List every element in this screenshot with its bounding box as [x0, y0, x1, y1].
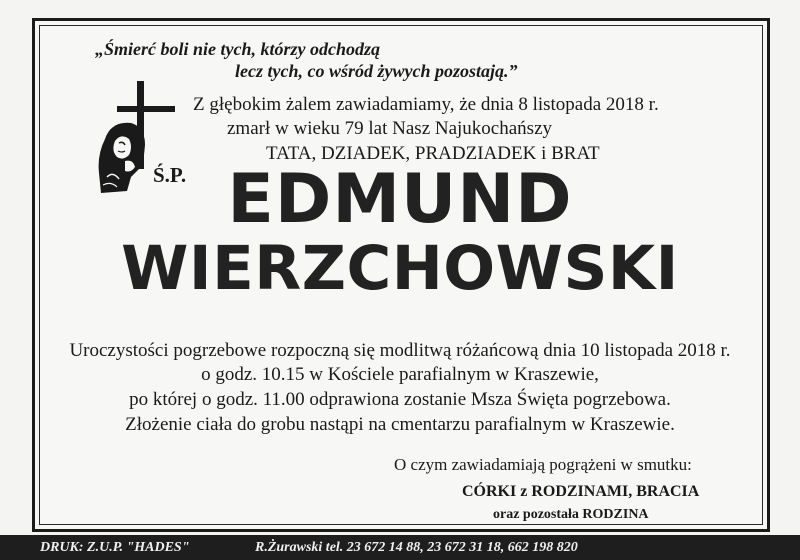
ceremony-line-4: Złożenie ciała do grobu nastąpi na cmentarzu parafialnym w Kraszewie.	[125, 414, 675, 435]
sp-label: Ś.P.	[153, 163, 187, 187]
printer-footer	[0, 535, 800, 560]
quote-line-2: lecz tych, co wśród żywych pozostają.”	[235, 61, 518, 81]
deceased-last-name: WIERZCHOWSKI	[121, 233, 679, 304]
ceremony-line-2: o godz. 10.15 w Kościele parafialnym w Kraszewie,	[201, 364, 599, 385]
mourners-line-2: oraz pozostała RODZINA	[493, 507, 649, 522]
deceased-first-name: EDMUND	[227, 160, 573, 239]
printer-name: DRUK: Z.U.P. "HADES"	[40, 540, 190, 555]
ceremony-line-3: po której o godz. 11.00 odprawiona zostanie Msza Święta pogrzebowa.	[129, 389, 671, 410]
quote-line-1: „Śmierć boli nie tych, którzy odchodzą	[95, 39, 380, 59]
intro-line-3: TATA, DZIADEK, PRADZIADEK i BRAT	[266, 143, 600, 164]
ceremony-line-1: Uroczystości pogrzebowe rozpoczną się modlitwą różańcową dnia 10 listopada 2018 r.	[69, 340, 731, 361]
printer-contact: R.Żurawski tel. 23 672 14 88, 23 672 31 18, 662 198 820	[255, 540, 578, 555]
intro-line-1: Z głębokim żalem zawiadamiamy, że dnia 8 listopada 2018 r.	[193, 94, 659, 115]
intro-line-2: zmarł w wieku 79 lat Nasz Najukochańszy	[227, 118, 553, 139]
closing-line-1: O czym zawiadamiają pogrążeni w smutku:	[394, 455, 692, 474]
mourners-line-1: CÓRKI z RODZINAMI, BRACIA	[462, 483, 700, 500]
